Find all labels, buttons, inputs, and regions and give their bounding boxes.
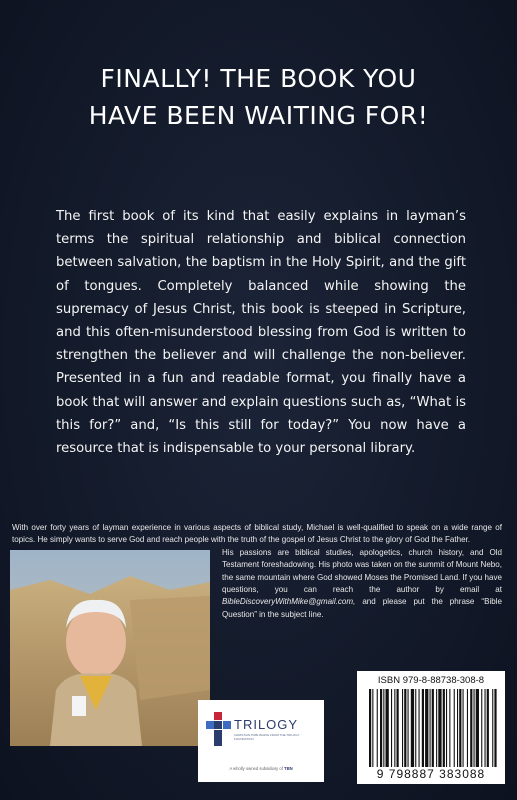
barcode-bar xyxy=(402,689,403,767)
barcode-bar xyxy=(377,689,378,767)
logo-square-top xyxy=(214,712,222,720)
barcode-bar xyxy=(369,689,371,767)
isbn-barcode-box xyxy=(357,671,505,784)
publisher-tagline: CHRISTIAN PUBLISHING FROM THE TRILOGY FOUNDATION xyxy=(234,733,300,741)
barcode-bar xyxy=(457,689,458,767)
publisher-logo xyxy=(198,700,324,782)
barcode-bar xyxy=(383,689,384,767)
barcode-bar xyxy=(380,689,382,767)
author-bio-intro: With over forty years of layman experience in various aspects of biblical study, Michael is well-qualified to speak on a wide range of topics. He simply wants to serve God and reach people with the truth of the gospel of Jesus Christ to the glory of God the Father. xyxy=(12,523,502,545)
barcode-bar xyxy=(438,689,441,767)
barcode-bar xyxy=(454,689,455,767)
subsidiary-text: A wholly owned subsidiary of xyxy=(229,766,283,771)
headline-line-2: HAVE BEEN WAITING FOR! xyxy=(88,101,429,130)
barcode-bar xyxy=(481,689,482,767)
isbn-label: ISBN 979-8-88738-308-8 xyxy=(377,675,485,686)
author-photo xyxy=(10,550,210,746)
book-description: The first book of its kind that easily explains in layman’s terms the spiritual relationship and biblical connection between salvation, the baptism in the Holy Spirit, and the gift of tongues. Completely balanced while showing the supremacy of Jesus Christ, this book is steeped in Scripture, and this often-misunderstood blessing from God is written to strengthen the believer and will challenge the non-believer. Presented in a fun and readable format, you finally have a book that will answer and explain questions such as, “What is this for?” and, “Is this still for today?” You now have a resource that is indispensable to your personal library. xyxy=(56,209,466,457)
logo-square-left xyxy=(206,721,214,729)
author-photo-image xyxy=(10,550,210,746)
barcode-bar xyxy=(494,689,496,767)
author-bio-passions: His passions are biblical studies, apologetics, church history, and Old Testament foreshadowing. His photo was taken on the summit of Mount Nebo, the same mountain where God showed Moses the Promised Land. If you have questions, you can reach the author by email at xyxy=(222,547,502,595)
barcode-bar xyxy=(474,689,475,767)
barcode-bar xyxy=(476,689,479,767)
barcode-image xyxy=(367,689,497,767)
headline xyxy=(0,60,517,134)
parent-company: TBN xyxy=(284,766,293,771)
barcode-bar xyxy=(446,689,447,767)
barcode-bar xyxy=(485,689,486,767)
barcode-bar xyxy=(372,689,373,767)
barcode-bar xyxy=(394,689,395,767)
trilogy-cross-icon xyxy=(204,710,234,750)
publisher-name: TRILOGY xyxy=(234,717,299,732)
barcode-bar xyxy=(459,689,461,767)
barcode-bar xyxy=(411,689,414,767)
barcode-bar xyxy=(425,689,428,767)
author-email: BibleDiscoveryWithMike@gmail.com, xyxy=(222,597,356,607)
logo-square-center xyxy=(214,721,222,729)
barcode-bar xyxy=(386,689,389,767)
barcode-bar xyxy=(467,689,468,767)
barcode-bar xyxy=(397,689,399,767)
barcode-bar xyxy=(432,689,434,767)
barcode-bar xyxy=(492,689,493,767)
barcode-bar xyxy=(463,689,464,767)
publisher-subsidiary-note xyxy=(198,766,324,771)
barcode-digits: 9 798887 383088 xyxy=(376,767,486,781)
logo-square-right xyxy=(223,721,231,729)
logo-square-bottom xyxy=(214,730,222,746)
barcode-bar xyxy=(415,689,416,767)
barcode-bar xyxy=(419,689,420,767)
headline-line-1: FINALLY! THE BOOK YOU xyxy=(100,64,417,93)
barcode-bar xyxy=(470,689,472,767)
barcode-bar xyxy=(430,689,431,767)
barcode-bar xyxy=(443,689,445,767)
barcode-bar xyxy=(449,689,450,767)
barcode-bar xyxy=(487,689,489,767)
barcode-bar xyxy=(408,689,409,767)
barcode-bar xyxy=(422,689,424,767)
author-bio-closing: and please put the phrase “Bible Question” in the subject line. xyxy=(222,597,502,619)
barcode-bar xyxy=(391,689,392,767)
barcode-bar xyxy=(436,689,437,767)
barcode-bar xyxy=(404,689,406,767)
